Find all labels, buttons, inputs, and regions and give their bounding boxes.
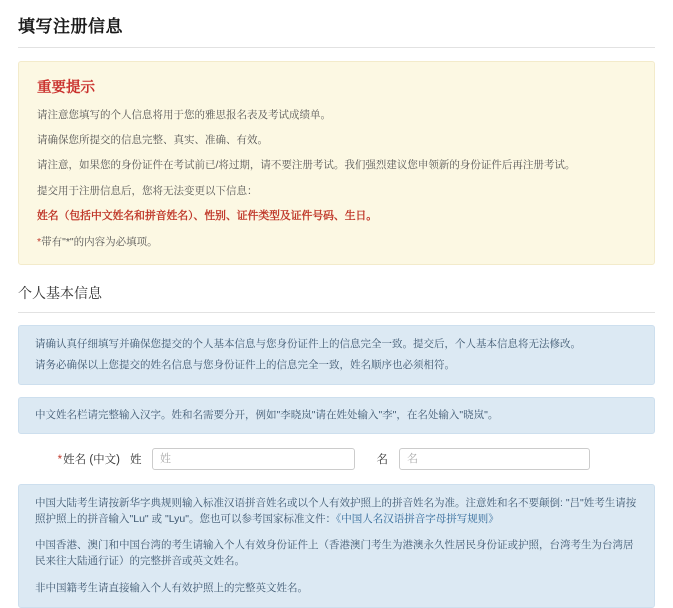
- pinyin-rules-box: [18, 484, 655, 608]
- givenname-label: 名: [376, 453, 388, 466]
- important-notice-box: [18, 61, 655, 265]
- notice-uneditable-fields: 姓名（包括中文姓名和拼音姓名）、性别、证件类型及证件号码、生日。: [37, 209, 378, 222]
- registration-page: [0, 12, 673, 594]
- pinyin-standard-link[interactable]: 《中国人名汉语拼音字母拼写规则》: [335, 512, 499, 525]
- chinese-name-hint-text: 中文姓名栏请完整输入汉字。姓和名需要分开，例如"李晓岚"请在姓处输入"李"，在名处输入"晓岚"。: [35, 409, 499, 422]
- surname-label: 姓: [130, 453, 142, 466]
- chinese-name-label-text: 姓名 (中文): [63, 453, 120, 466]
- required-star-icon: *: [37, 235, 42, 248]
- surname-input[interactable]: [152, 448, 355, 470]
- confirm-info-box: [18, 325, 655, 386]
- chinese-name-label: [18, 451, 130, 467]
- notice-footnote: [37, 235, 636, 250]
- givenname-input[interactable]: [399, 448, 590, 470]
- page-title: 填写注册信息: [18, 17, 123, 36]
- pinyin-line-3: 非中国籍考生请直接输入个人有效护照上的完整英文姓名。: [35, 581, 308, 594]
- chinese-name-hint-box: [18, 397, 655, 434]
- pinyin-line-1-text: 中国大陆考生请按新华字典规则输入标准汉语拼音姓名或以个人有效护照上的拼音姓名为准。注意姓和名不要颠倒: "吕"姓考生请按照护照上的拼音输入"Lu" 或 "Lyu"。您也可以参考国家标准文件：: [35, 496, 637, 525]
- notice-title: 重要提示: [37, 80, 95, 96]
- pinyin-line-1: [35, 496, 638, 528]
- title-divider: [18, 47, 655, 48]
- notice-footnote-text: 带有"*"的内容为必填项。: [41, 235, 158, 248]
- required-star-icon: *: [57, 453, 63, 466]
- confirm-line-2: 请务必确保以上您提交的姓名信息与您身份证件上的信息完全一致，姓名顺序也必须相符。: [35, 359, 455, 372]
- notice-line-2: 请确保您所提交的信息完整、真实、准确、有效。: [37, 134, 268, 147]
- pinyin-line-2: 中国香港、澳门和中国台湾的考生请输入个人有效身份证件上（香港澳门考生为港澳永久性居民身份证或护照，台湾考生为台湾居民来往大陆通行证）的完整拼音或英文姓名。: [35, 539, 634, 568]
- notice-line-4: 提交用于注册信息后，您将无法变更以下信息：: [37, 184, 258, 197]
- notice-line-3: 请注意，如果您的身份证件在考试前已/将过期，请不要注册考试。我们强烈建议您申领新的身份证件后再注册考试。: [37, 159, 576, 172]
- confirm-line-1: 请确认真仔细填写并确保您提交的个人基本信息与您身份证件上的信息完全一致。提交后，个人基本信息将无法修改。: [35, 337, 581, 350]
- section-title-basic-info: 个人基本信息: [18, 283, 655, 313]
- notice-line-1: 请注意您填写的个人信息将用于您的雅思报名表及考试成绩单。: [37, 109, 331, 121]
- form-row-chinese-name: [18, 448, 655, 470]
